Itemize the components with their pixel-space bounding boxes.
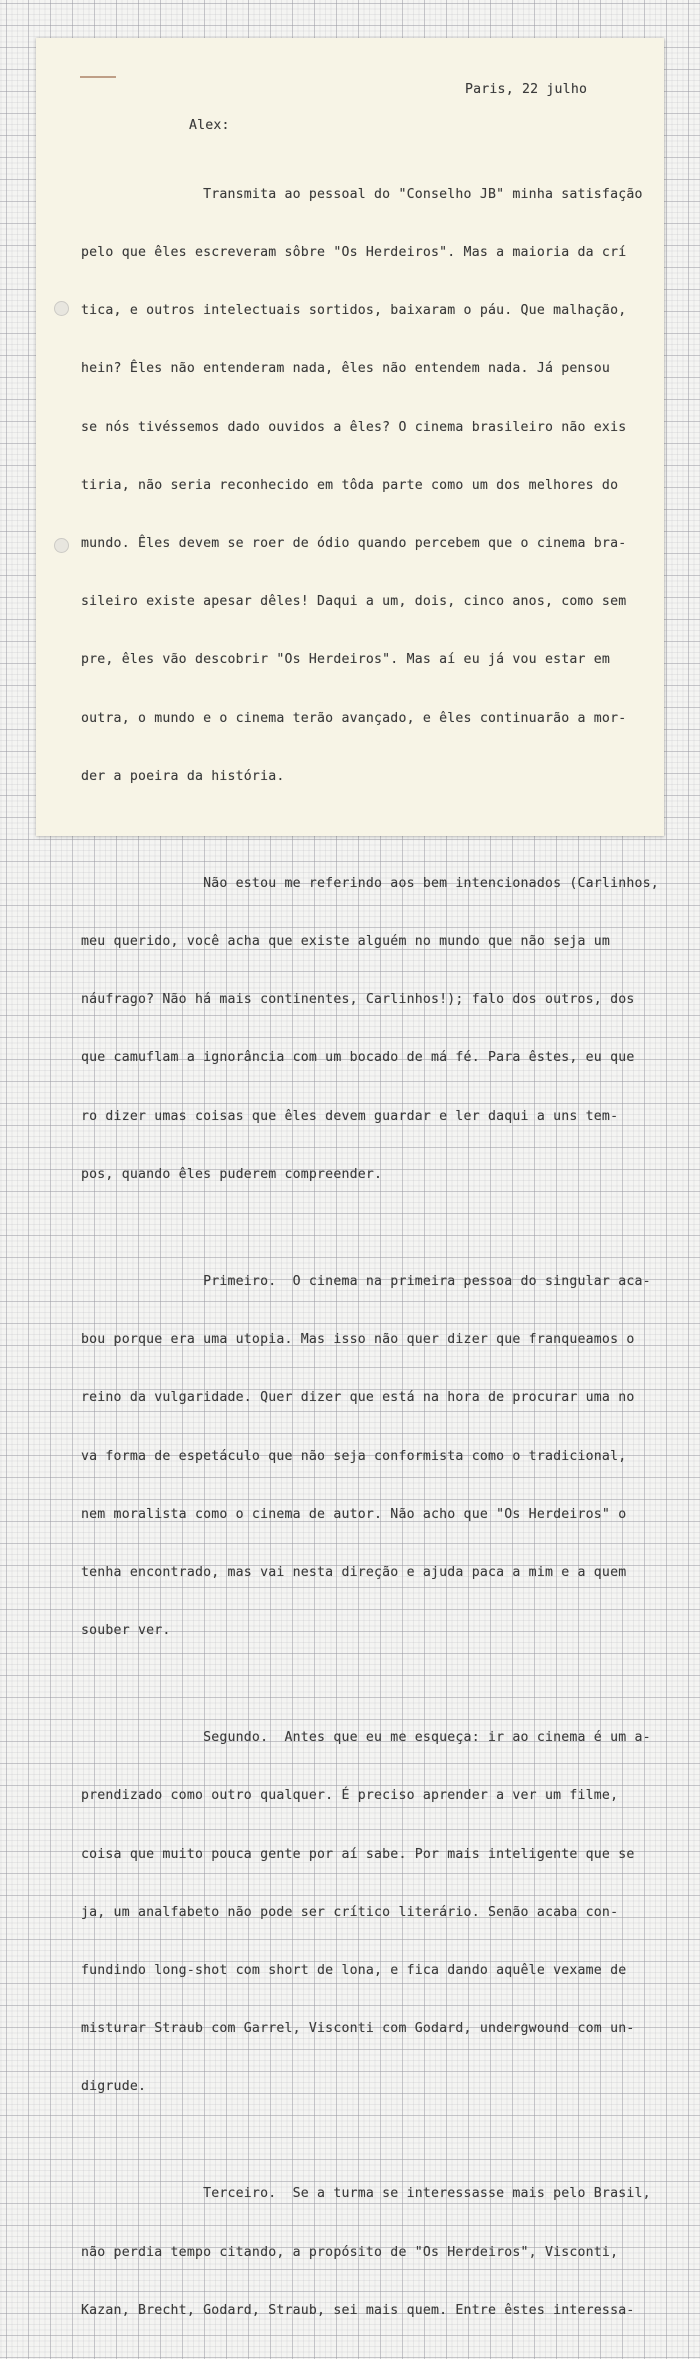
text-line: Primeiro. O cinema na primeira pessoa do singular aca- — [81, 1273, 651, 1289]
text-line: tiria, não seria reconhecido em tôda parte como um dos melhores do — [81, 477, 619, 493]
text-line: pos, quando êles puderem compreender. — [81, 1166, 383, 1182]
text-line: náufrago? Não há mais continentes, Carlinhos!); falo dos outros, dos — [81, 992, 635, 1008]
text-line: souber ver. — [81, 1623, 171, 1639]
text-line: outra, o mundo e o cinema terão avançado, e êles continuarão a mor- — [81, 710, 627, 726]
text-line: ro dizer umas coisas que êles devem guardar e ler daqui a uns tem- — [81, 1108, 619, 1124]
punch-hole-bottom — [54, 538, 69, 553]
text-line: nem moralista como o cinema de autor. Não acho que "Os Herdeiros" o — [81, 1506, 627, 1522]
fold-mark — [80, 76, 116, 78]
text-line: Terceiro. Se a turma se interessasse mais pelo Brasil, — [81, 2186, 651, 2202]
text-line: prendizado como outro qualquer. É preciso aprender a ver um filme, — [81, 1788, 619, 1804]
text-line: reino da vulgaridade. Quer dizer que está na hora de procurar uma no — [81, 1390, 635, 1406]
paragraph-gap — [81, 2136, 659, 2146]
text-line: pre, êles vão descobrir "Os Herdeiros". Mas aí eu já vou estar em — [81, 652, 611, 668]
text-line: tica, e outros intelectuais sortidos, baixaram o páu. Que malhação, — [81, 303, 627, 319]
text-line: coisa que muito pouca gente por aí sabe. Por mais inteligente que se — [81, 1846, 635, 1862]
paragraph-gap — [81, 1223, 659, 1233]
text-line: Segundo. Antes que eu me esqueça: ir ao cinema é um a- — [81, 1730, 651, 1746]
punch-hole-top — [54, 301, 69, 316]
text-line: misturar Straub com Garrel, Visconti com Godard, undergwound com un- — [81, 2021, 635, 2037]
text-line: que camuflam a ignorância com um bocado de má fé. Para êstes, eu que — [81, 1050, 635, 1066]
salutation: Alex: — [189, 118, 230, 133]
text-line: mundo. Êles devem se roer de ódio quando percebem que o cinema bra- — [81, 536, 627, 552]
paragraph-gap — [81, 825, 659, 835]
text-line: Não estou me referindo aos bem intencionados (Carlinhos, — [81, 875, 659, 891]
text-line: fundindo long-shot com short de lona, e fica dando aquêle vexame de — [81, 1962, 627, 1978]
typewritten-letter — [36, 38, 664, 2318]
dateline: Paris, 22 julho — [465, 82, 588, 97]
text-line: não perdia tempo citando, a propósito de "Os Herdeiros", Visconti, — [81, 2244, 619, 2260]
text-line: ja, um analfabeto não pode ser crítico literário. Senão acaba con- — [81, 1904, 619, 1920]
text-line: Kazan, Brecht, Godard, Straub, sei mais quem. Entre êstes interessa- — [81, 2302, 635, 2318]
text-line: bou porque era uma utopia. Mas isso não quer dizer que franqueamos o — [81, 1332, 635, 1348]
text-line: digrude. — [81, 2079, 147, 2095]
text-line: Transmita ao pessoal do "Conselho JB" minha satisfação — [81, 186, 643, 202]
text-line: se nós tivéssemos dado ouvidos a êles? O cinema brasileiro não exis — [81, 419, 627, 435]
text-line: hein? Êles não entenderam nada, êles não entendem nada. Já pensou — [81, 361, 611, 377]
text-line: va forma de espetáculo que não seja conformista como o tradicional, — [81, 1448, 627, 1464]
text-line: sileiro existe apesar dêles! Daqui a um, dois, cinco anos, como sem — [81, 594, 627, 610]
text-line: der a poeira da história. — [81, 768, 285, 784]
text-line: pelo que êles escreveram sôbre "Os Herdeiros". Mas a maioria da crí — [81, 245, 627, 261]
text-line: meu querido, você acha que existe alguém no mundo que não seja um — [81, 934, 611, 950]
paragraph-gap — [81, 1679, 659, 1689]
letter-body — [81, 146, 659, 2359]
text-line: tenha encontrado, mas vai nesta direção e ajuda paca a mim e a quem — [81, 1564, 627, 1580]
